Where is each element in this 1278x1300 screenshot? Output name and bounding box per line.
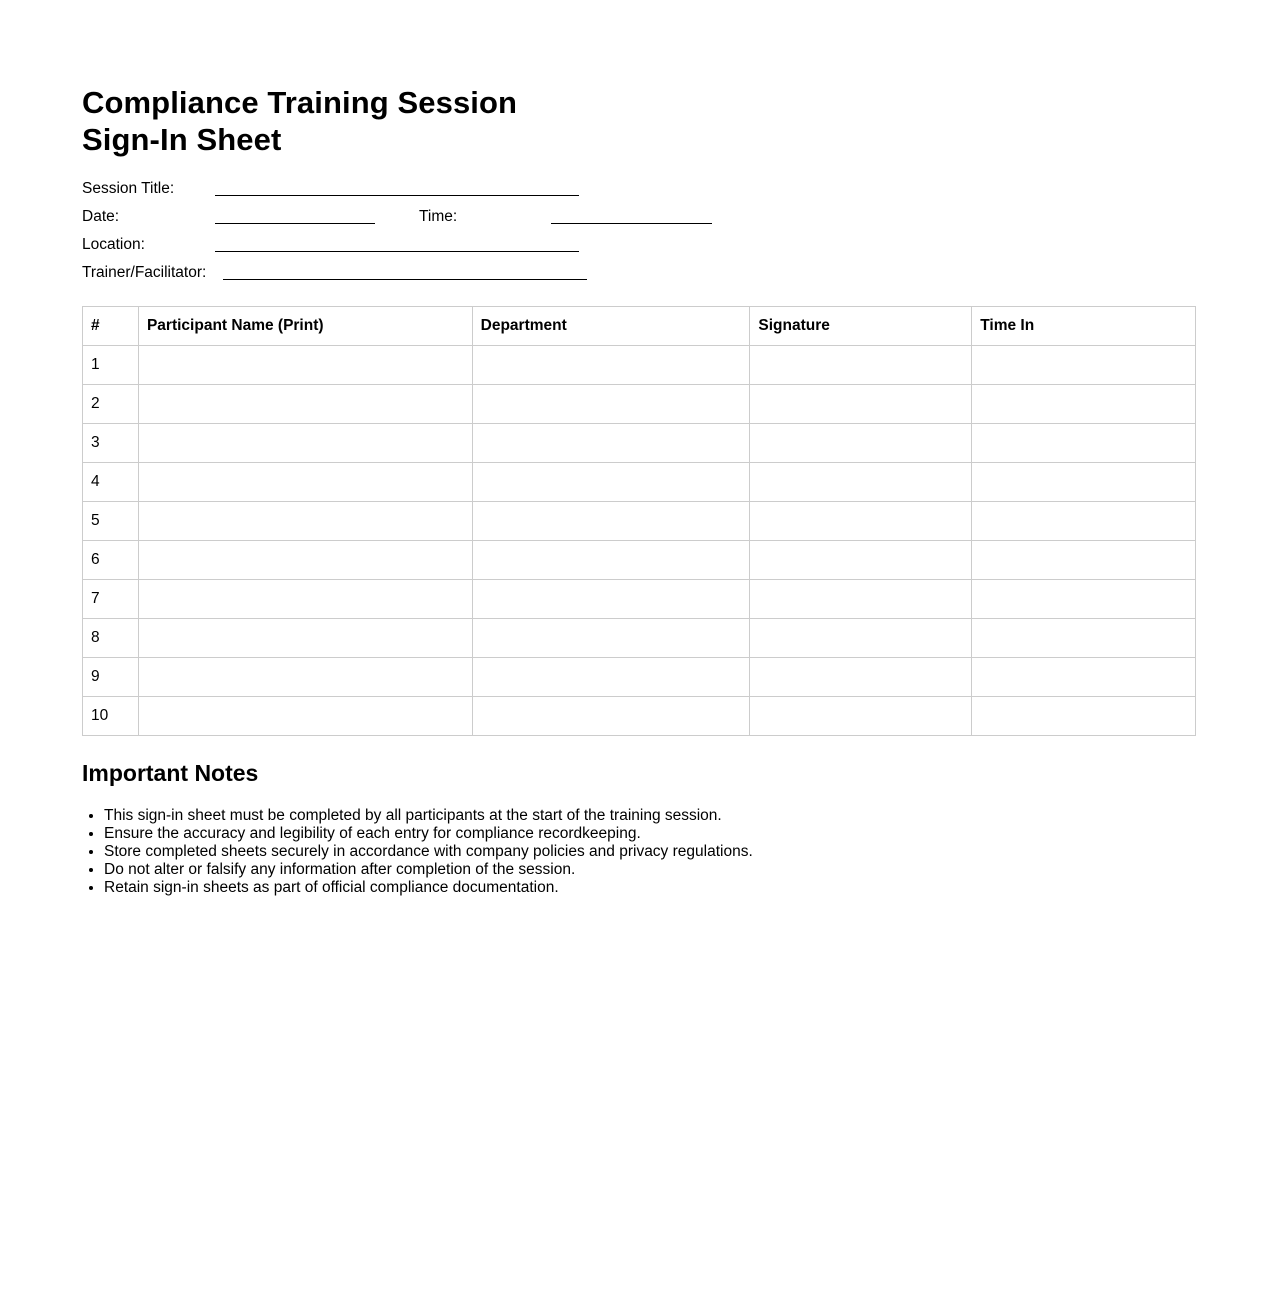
department-cell[interactable] bbox=[472, 385, 750, 424]
time-in-cell[interactable] bbox=[972, 346, 1196, 385]
sign-in-table bbox=[82, 306, 1196, 736]
department-cell[interactable] bbox=[472, 424, 750, 463]
time-in-cell[interactable] bbox=[972, 541, 1196, 580]
department-cell[interactable] bbox=[472, 580, 750, 619]
department-cell[interactable] bbox=[472, 541, 750, 580]
time-in-cell[interactable] bbox=[972, 697, 1196, 736]
department-cell[interactable] bbox=[472, 658, 750, 697]
participant-name-cell[interactable] bbox=[138, 385, 472, 424]
table-header-row bbox=[83, 307, 1196, 346]
department-cell[interactable] bbox=[472, 619, 750, 658]
signature-cell[interactable] bbox=[750, 463, 972, 502]
row-number: 5 bbox=[83, 502, 139, 541]
participant-name-cell[interactable] bbox=[138, 658, 472, 697]
trainer-blank-line[interactable] bbox=[223, 279, 587, 280]
table-row bbox=[83, 424, 1196, 463]
time-in-cell[interactable] bbox=[972, 502, 1196, 541]
list-item: • Retain sign-in sheets as part of official compliance documentation. bbox=[104, 879, 753, 897]
table-row bbox=[83, 619, 1196, 658]
signature-cell[interactable] bbox=[750, 619, 972, 658]
participant-name-cell[interactable] bbox=[138, 424, 472, 463]
table-row bbox=[83, 697, 1196, 736]
row-number: 9 bbox=[83, 658, 139, 697]
time-in-cell[interactable] bbox=[972, 658, 1196, 697]
document-title-line-2: Sign-In Sheet bbox=[82, 122, 282, 157]
time-in-cell[interactable] bbox=[972, 580, 1196, 619]
list-item: • This sign-in sheet must be completed by all participants at the start of the training session. bbox=[104, 807, 753, 825]
list-item: • Store completed sheets securely in accordance with company policies and privacy regulations. bbox=[104, 843, 753, 861]
signature-cell[interactable] bbox=[750, 541, 972, 580]
location-blank-line[interactable] bbox=[215, 251, 579, 252]
important-notes-list bbox=[82, 807, 753, 897]
date-blank-line[interactable] bbox=[215, 223, 375, 224]
signature-cell[interactable] bbox=[750, 385, 972, 424]
table-row bbox=[83, 463, 1196, 502]
time-in-cell[interactable] bbox=[972, 424, 1196, 463]
column-header-signature: Signature bbox=[750, 307, 972, 346]
session-title-label: Session Title: bbox=[82, 180, 175, 197]
column-header-number: # bbox=[83, 307, 139, 346]
row-number: 7 bbox=[83, 580, 139, 619]
document-title bbox=[82, 84, 517, 158]
signature-cell[interactable] bbox=[750, 346, 972, 385]
department-cell[interactable] bbox=[472, 697, 750, 736]
table-row bbox=[83, 580, 1196, 619]
time-in-cell[interactable] bbox=[972, 619, 1196, 658]
signature-cell[interactable] bbox=[750, 424, 972, 463]
list-item: • Ensure the accuracy and legibility of each entry for compliance recordkeeping. bbox=[104, 825, 753, 843]
column-header-time-in: Time In bbox=[972, 307, 1196, 346]
row-number: 4 bbox=[83, 463, 139, 502]
row-number: 3 bbox=[83, 424, 139, 463]
table-row bbox=[83, 385, 1196, 424]
column-header-department: Department bbox=[472, 307, 750, 346]
date-label: Date: bbox=[82, 208, 120, 225]
participant-name-cell[interactable] bbox=[138, 502, 472, 541]
row-number: 8 bbox=[83, 619, 139, 658]
participant-name-cell[interactable] bbox=[138, 346, 472, 385]
row-number: 1 bbox=[83, 346, 139, 385]
signature-cell[interactable] bbox=[750, 658, 972, 697]
table-row bbox=[83, 541, 1196, 580]
time-label: Time: bbox=[419, 208, 458, 225]
row-number: 10 bbox=[83, 697, 139, 736]
trainer-label: Trainer/Facilitator: bbox=[82, 264, 207, 281]
signature-cell[interactable] bbox=[750, 502, 972, 541]
row-number: 2 bbox=[83, 385, 139, 424]
important-notes-heading: Important Notes bbox=[82, 760, 259, 786]
participant-name-cell[interactable] bbox=[138, 580, 472, 619]
column-header-participant-name: Participant Name (Print) bbox=[138, 307, 472, 346]
participant-name-cell[interactable] bbox=[138, 541, 472, 580]
session-title-blank-line[interactable] bbox=[215, 195, 579, 196]
department-cell[interactable] bbox=[472, 346, 750, 385]
list-item: • Do not alter or falsify any information after completion of the session. bbox=[104, 861, 753, 879]
row-number: 6 bbox=[83, 541, 139, 580]
time-in-cell[interactable] bbox=[972, 463, 1196, 502]
participant-name-cell[interactable] bbox=[138, 463, 472, 502]
time-in-cell[interactable] bbox=[972, 385, 1196, 424]
participant-name-cell[interactable] bbox=[138, 697, 472, 736]
table-row bbox=[83, 658, 1196, 697]
department-cell[interactable] bbox=[472, 463, 750, 502]
document-title-line-1: Compliance Training Session bbox=[82, 85, 518, 120]
table-row bbox=[83, 502, 1196, 541]
signature-cell[interactable] bbox=[750, 580, 972, 619]
participant-name-cell[interactable] bbox=[138, 619, 472, 658]
department-cell[interactable] bbox=[472, 502, 750, 541]
time-blank-line[interactable] bbox=[551, 223, 712, 224]
signature-cell[interactable] bbox=[750, 697, 972, 736]
table-row bbox=[83, 346, 1196, 385]
location-label: Location: bbox=[82, 236, 145, 253]
